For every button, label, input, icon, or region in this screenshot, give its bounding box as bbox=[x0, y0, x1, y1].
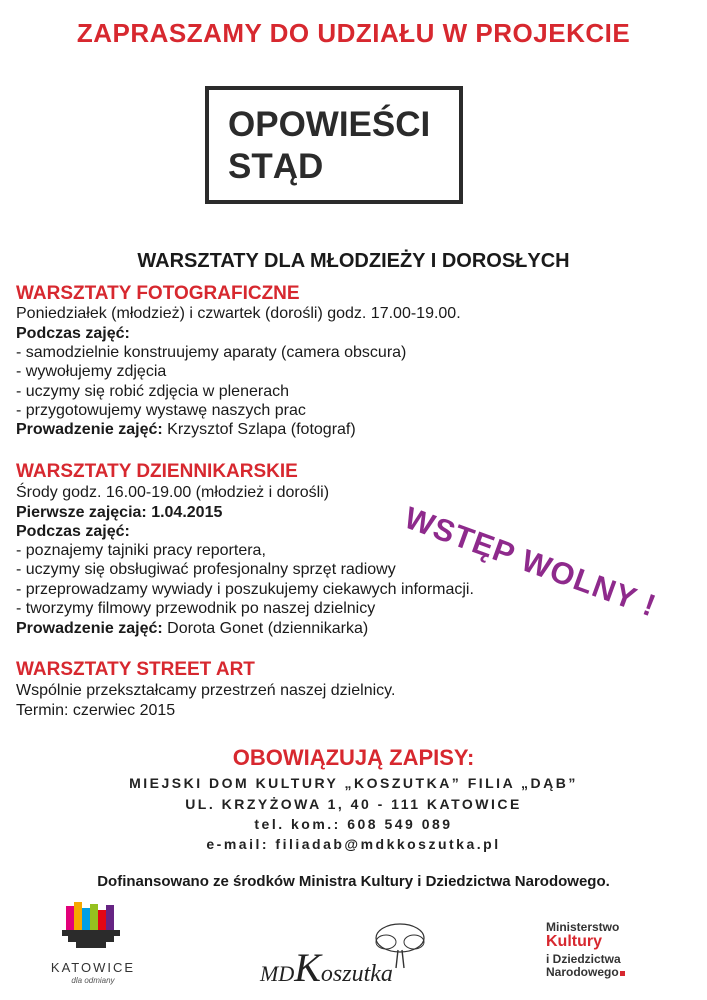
katowice-logo-icon bbox=[60, 902, 122, 952]
lead-name: Dorota Gonet bbox=[167, 620, 264, 637]
journal-first-session: Pierwsze zajęcia: 1.04.2015 bbox=[16, 504, 223, 521]
lead-name: Krzysztof Szlapa bbox=[167, 421, 287, 438]
list-item: - przeprowadzamy wywiady i poszukujemy ciekawych informacji. bbox=[16, 581, 474, 598]
katowice-logo-text: KATOWICE bbox=[50, 960, 136, 975]
signup-organization: MIEJSKI DOM KULTURY „KOSZUTKA” FILIA „DĄB” bbox=[129, 775, 578, 791]
lead-label: Prowadzenie zajęć: bbox=[16, 620, 163, 637]
ministry-logo-line-1: Ministerstwo bbox=[546, 920, 620, 934]
mdk-rest-text: oszutka bbox=[320, 961, 393, 987]
lead-role: (dziennikarka) bbox=[267, 620, 369, 637]
photo-lead bbox=[16, 421, 356, 439]
list-item: - tworzymy filmowy przewodnik po naszej dzielnicy bbox=[16, 600, 376, 617]
journal-lead bbox=[16, 620, 368, 638]
street-term: Termin: czerwiec 2015 bbox=[16, 702, 176, 719]
list-item: - samodzielnie konstruujemy aparaty (camera obscura) bbox=[16, 344, 407, 361]
lead-role: (fotograf) bbox=[290, 421, 356, 438]
list-item: - wywołujemy zdjęcia bbox=[16, 363, 167, 380]
photo-during-label: Podczas zajęć: bbox=[16, 325, 130, 342]
street-section-title: WARSZTATY STREET ART bbox=[16, 659, 255, 680]
ministry-logo-line-3: i Dziedzictwa bbox=[546, 952, 621, 966]
photo-section-title: WARSZTATY FOTOGRAFICZNE bbox=[16, 283, 300, 304]
photo-schedule: Poniedziałek (młodzież) i czwartek (dorośli) godz. 17.00-19.00. bbox=[16, 305, 461, 322]
signup-title: OBOWIĄZUJĄ ZAPISY: bbox=[232, 745, 475, 770]
list-item: - uczymy się obsługiwać profesjonalny sprzęt radiowy bbox=[16, 561, 396, 578]
project-logo bbox=[228, 104, 430, 188]
mdk-md-text: MD bbox=[260, 961, 295, 986]
logo-line-1: OPOWIEŚCI bbox=[228, 105, 431, 144]
mdk-k-text: K bbox=[294, 945, 321, 990]
journal-section-title: WARSZTATY DZIENNIKARSKIE bbox=[16, 461, 298, 482]
journal-schedule: Środy godz. 16.00-19.00 (młodzież i dorośli) bbox=[16, 484, 330, 501]
list-item: - przygotowujemy wystawę naszych prac bbox=[16, 402, 306, 419]
signup-email[interactable]: e-mail: filiadab@mdkkoszutka.pl bbox=[206, 836, 501, 852]
katowice-logo-tagline: dla odmiany bbox=[71, 976, 115, 985]
ministry-logo-text: Narodowego bbox=[546, 965, 619, 979]
workshops-subtitle: WARSZTATY DLA MŁODZIEŻY I DOROSŁYCH bbox=[137, 250, 570, 272]
mdk-koszutka-logo bbox=[258, 918, 438, 990]
ministry-dot-icon bbox=[620, 971, 625, 976]
ministry-logo-line-2: Kultury bbox=[546, 933, 602, 950]
signup-phone: tel. kom.: 608 549 089 bbox=[254, 816, 453, 832]
logo-line-2: STĄD bbox=[228, 147, 324, 186]
invite-heading: ZAPRASZAMY DO UDZIAŁU W PROJEKCIE bbox=[76, 18, 631, 48]
signup-address: UL. KRZYŻOWA 1, 40 - 111 KATOWICE bbox=[185, 796, 522, 812]
funding-note: Dofinansowano ze środków Ministra Kultury i Dziedzictwa Narodowego. bbox=[97, 873, 610, 890]
free-entry-stamp: WSTĘP WOLNY ! bbox=[400, 500, 662, 624]
ministry-logo-line-4 bbox=[546, 965, 625, 979]
journal-during-label: Podczas zajęć: bbox=[16, 523, 130, 540]
list-item: - poznajemy tajniki pracy reportera, bbox=[16, 542, 266, 559]
lead-label: Prowadzenie zajęć: bbox=[16, 421, 163, 438]
list-item: - uczymy się robić zdjęcia w plenerach bbox=[16, 383, 289, 400]
street-description: Wspólnie przekształcamy przestrzeń naszej dzielnicy. bbox=[16, 682, 396, 699]
